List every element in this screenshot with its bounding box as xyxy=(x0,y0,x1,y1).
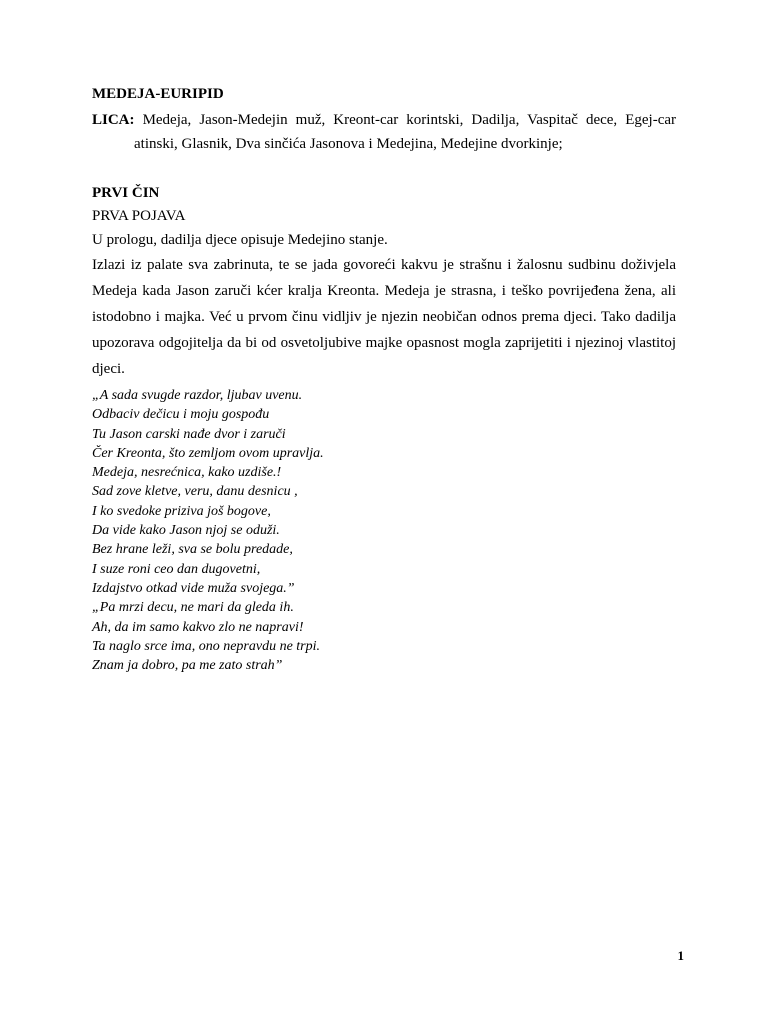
poem-line: Čer Kreonta, što zemljom ovom upravlja. xyxy=(92,445,324,461)
poem-line: Da vide kako Jason njoj se oduži. xyxy=(92,523,280,539)
poem-line: Medeja, nesrećnica, kako uzdiše.! xyxy=(92,465,282,481)
poem-line: Izdajstvo otkad vide muža svojega.” xyxy=(92,580,295,596)
poem-line: I ko svedoke priziva još bogove, xyxy=(92,503,271,519)
poem-line: Znam ja dobro, pa me zato strah” xyxy=(92,658,283,674)
document-body xyxy=(92,84,676,675)
poem-line: Tu Jason carski nađe dvor i zaruči xyxy=(92,426,286,442)
paragraph-description: Izlazi iz palate sva zabrinuta, te se jada govoreći kakvu je strašnu i žalosnu sudbinu doživjela Medeja kada Jason zaruči kćer kralja Kreonta. Medeja je strasna, i teško povrijeđena žena, ali istodobno i majka. Već u prvom činu vidljiv je njezin neobičan odnos prema djeci. Tako dadilja upozorava odgojitelja da bi od osvetoljubive majke opasnost mogla zaprijetiti i njezinoj vlastitoj djeci. xyxy=(92,257,676,377)
act-title: PRVI ČIN xyxy=(92,185,160,201)
poem-line: „A sada svugde razdor, ljubav uvenu. xyxy=(92,388,303,403)
poem-line: Ta naglo srce ima, ono nepravdu ne trpi. xyxy=(92,638,321,654)
scene-title: PRVA POJAVA xyxy=(92,208,186,224)
poem-quote xyxy=(92,386,676,675)
poem-line: I suze roni ceo dan dugovetni, xyxy=(92,561,261,577)
poem-line: „Pa mrzi decu, ne mari da gleda ih. xyxy=(92,600,294,616)
cast-label: LICA: xyxy=(92,112,135,128)
cast-text: Medeja, Jason-Medejin muž, Kreont-car korintski, Dadilja, Vaspitač dece, Egej-car atinski, Glasnik, Dva sinčića Jasonova i Medejina, Medejine dvorkinje; xyxy=(134,112,677,152)
paragraph-prologue: U prologu, dadilja djece opisuje Medejino stanje. xyxy=(92,232,388,248)
cast-list xyxy=(92,108,676,156)
page-number: 1 xyxy=(677,948,684,963)
poem-line: Odbaciv dečicu i moju gospođu xyxy=(92,407,270,423)
poem-line: Ah, da im samo kakvo zlo ne napravi! xyxy=(92,619,304,635)
poem-line: Sad zove kletve, veru, danu desnicu , xyxy=(92,484,298,500)
poem-line: Bez hrane leži, sva se bolu predade, xyxy=(92,542,293,558)
document-title: MEDEJA-EURIPID xyxy=(92,86,224,102)
